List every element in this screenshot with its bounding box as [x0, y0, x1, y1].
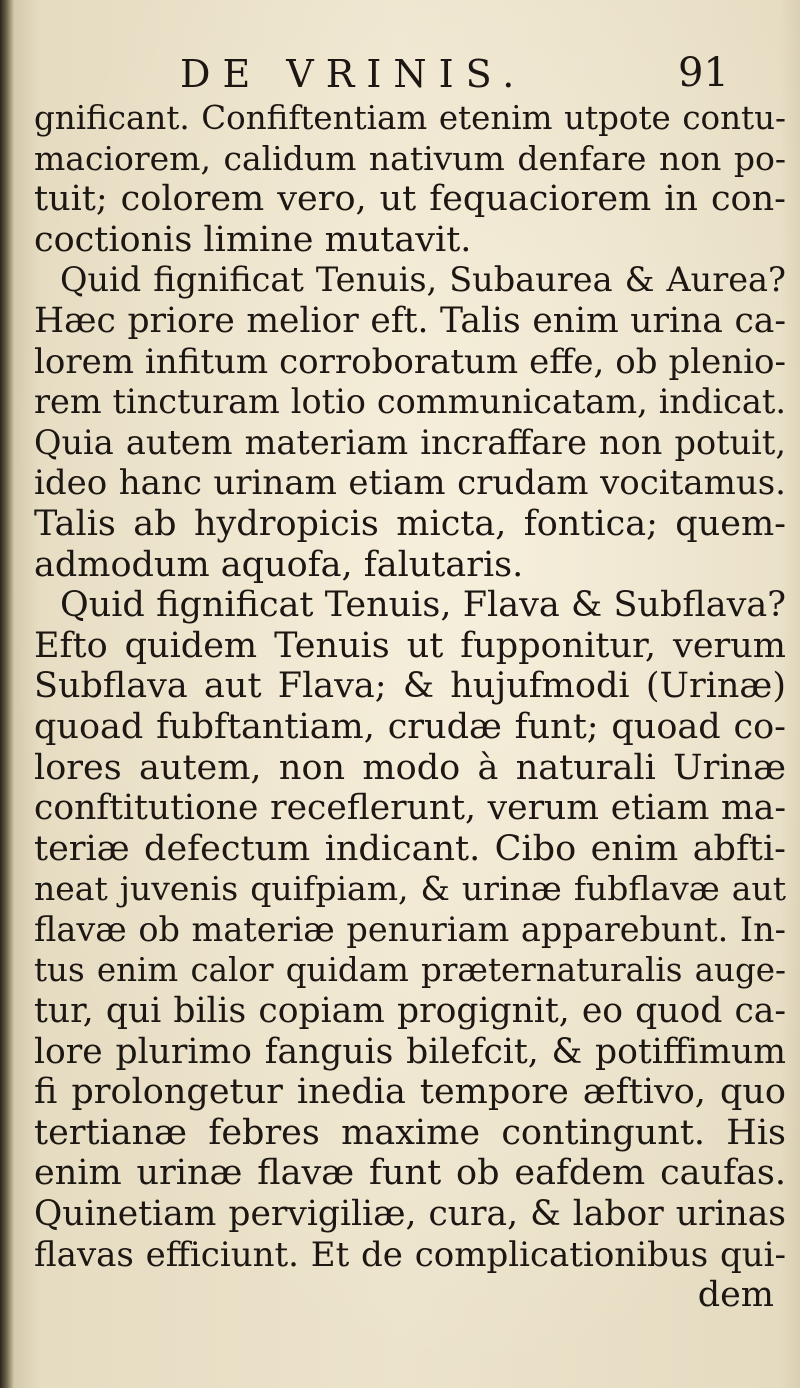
- text-line: enim urinæ flavæ funt ob eafdem caufas.: [34, 1153, 786, 1194]
- text-line: conftitutione receflerunt, verum etiam ma-: [34, 788, 786, 829]
- text-line: Talis ab hydropicis micta, fontica; quem-: [34, 503, 786, 544]
- text-line: flavæ ob materiæ penuriam apparebunt. In-: [34, 909, 786, 949]
- text-line: Subflava aut Flava; & hujufmodi (Urinæ): [34, 666, 786, 707]
- text-line: tus enim calor quidam præternaturalis auge-: [34, 951, 786, 990]
- text-line: tertianæ febres maxime contingunt. His: [34, 1112, 786, 1153]
- text-line: Hæc priore melior eft. Talis enim urina ca-: [34, 300, 786, 341]
- text-line: tur, qui bilis copiam progignit, eo quod ca-: [34, 991, 786, 1032]
- body-text: [34, 98, 786, 1316]
- text-line: lorem infitum corroboratum effe, ob plenio-: [34, 341, 786, 382]
- text-line: tuit; colorem vero, ut fequaciorem in con-: [34, 179, 786, 220]
- text-line: coctionis limine mutavit.: [34, 219, 472, 260]
- text-line: Quia autem materiam incraffare non potuit,: [34, 422, 786, 462]
- running-head: [0, 44, 800, 104]
- text-line: Quinetiam pervigiliæ, cura, & labor urinas: [34, 1194, 786, 1235]
- running-title: DE VRINIS.: [180, 52, 527, 96]
- text-line: Quid fignificat Tenuis, Flava & Subflava?: [60, 585, 786, 626]
- text-line: neat juvenis quifpiam, & urinæ fubflavæ aut: [34, 869, 786, 909]
- text-line: gnificant. Confiftentiam etenim utpote contu-: [34, 99, 786, 137]
- text-line: lores autem, non modo à naturali Urinæ: [34, 747, 786, 788]
- text-line: ideo hanc urinam etiam crudam vocitamus.: [34, 463, 786, 504]
- text-line: lore plurimo fanguis bilefcit, & potiffimum: [34, 1031, 786, 1072]
- text-line: Efto quidem Tenuis ut fupponitur, verum: [34, 625, 786, 666]
- text-line: fi prolongetur inedia tempore æftivo, quo: [34, 1072, 786, 1113]
- text-line: maciorem, calidum nativum denfare non po-: [34, 138, 786, 178]
- text-line: teriæ defectum indicant. Cibo enim abfti-: [34, 828, 786, 869]
- text-line: Quid fignificat Tenuis, Subaurea & Aurea?: [60, 260, 786, 300]
- text-line: rem tincturam lotio communicatam, indicat.: [34, 382, 786, 422]
- text-line: admodum aquofa, falutaris.: [34, 544, 524, 585]
- page-number: 91: [678, 50, 729, 96]
- text-line: flavas efficiunt. Et de complicationibus qui-: [34, 1234, 786, 1275]
- page-gutter: [0, 0, 14, 1388]
- text-line: quoad fubftantiam, crudæ funt; quoad co-: [34, 706, 786, 747]
- text-line: dem: [697, 1275, 774, 1316]
